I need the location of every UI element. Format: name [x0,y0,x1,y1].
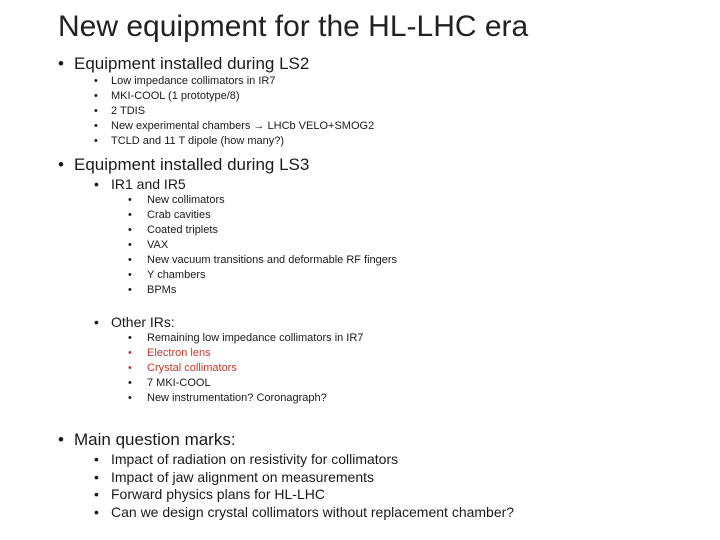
bullet-icon: • [94,451,99,467]
bullet-icon: • [128,362,132,374]
bullet-icon: • [128,209,132,221]
bullet-icon: • [128,269,132,281]
bullet-icon: • [94,314,99,330]
bullet-icon: • [128,392,132,404]
bullet-icon: • [94,135,98,147]
bullet-icon: • [128,239,132,251]
bullet-icon: • [128,284,132,296]
bullet-icon: • [128,347,132,359]
bullet-icon: • [128,194,132,206]
bullet-icon: • [94,75,98,87]
bullet-icon: • [94,105,98,117]
bullet-icon: • [94,504,99,520]
bullet-icon: • [58,54,64,73]
bullet-icon: • [58,430,64,449]
bullet-icon: • [94,176,99,192]
bullet-icon: • [58,155,64,174]
bullet-icon: • [94,120,98,132]
bullet-icon: • [94,469,99,485]
bullet-icon: • [128,254,132,266]
bullet-icon: • [94,90,98,102]
slide-title: New equipment for the HL-LHC era [58,10,529,43]
slide: New equipment for the HL-LHC era • Equipment installed during LS2 • Low impedance collimators in IR7 • MKI-COOL (1 prototype/8) • 2 TDIS • New experimental chambers → LHCb VELO+SMOG2 • TCLD and 11 T dipole (how many?) • Equipment installed during LS3 • IR1 and IR5 • New collimators • Crab cavities • Coated triplets • VAX • New vacuum transitions and deformable RF fingers • Y chambers • BPMs • Other IRs: • Remaining low impedance collimators in IR7 • Electron lens • Crystal collimators • 7 MKI-COOL • New instrumentation? Coronagraph? • Main question marks: • Impact of radiation on resistivity for collimators • Impact of jaw alignment on measurements • Forward physics plans for HL-LHC • Can we design crystal collimators without replacement chamber? [58,10,529,520]
bullet-icon: • [128,224,132,236]
bullet-icon: • [128,332,132,344]
bullet-icon: • [94,486,99,502]
bullet-icon: • [128,377,132,389]
